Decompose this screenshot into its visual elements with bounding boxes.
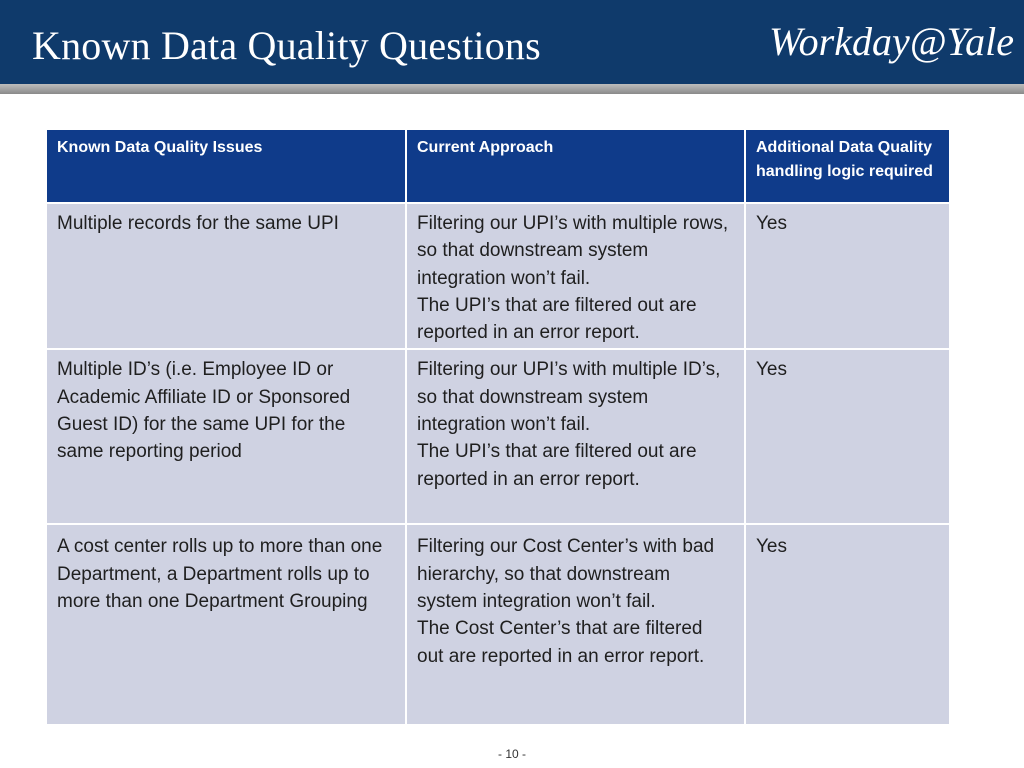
header-divider <box>0 84 1024 94</box>
approach-cell <box>406 203 745 349</box>
issue-cell: Multiple ID’s (i.e. Employee ID or Academic Affiliate ID or Sponsored Guest ID) for the same UPI for the same reporting period <box>46 349 406 524</box>
slide-header <box>0 0 1024 84</box>
data-quality-table <box>45 128 951 726</box>
approach-text: The UPI’s that are filtered out are reported in an error report. <box>417 294 697 344</box>
approach-text: The UPI’s that are filtered out are reported in an error report. <box>417 441 697 490</box>
approach-cell <box>406 524 745 725</box>
required-cell: Yes <box>745 524 950 725</box>
approach-text: The Cost Center’s that are filtered out are reported in an error report. <box>417 618 705 667</box>
table-row <box>46 203 950 349</box>
required-cell: Yes <box>745 349 950 524</box>
table-row <box>46 524 950 725</box>
required-cell: Yes <box>745 203 950 349</box>
column-header-issues: Known Data Quality Issues <box>46 129 406 203</box>
issue-cell: A cost center rolls up to more than one Department, a Department rolls up to more than one Department Grouping <box>46 524 406 725</box>
brand-logo-text: Workday@Yale <box>769 19 1014 64</box>
page-title: Known Data Quality Questions <box>32 23 541 68</box>
approach-text: Filtering our UPI’s with multiple rows, so that downstream system integration won’t fail. <box>417 213 729 289</box>
issue-cell: Multiple records for the same UPI <box>46 203 406 349</box>
approach-text: Filtering our UPI’s with multiple ID’s, so that downstream system integration won’t fail. <box>417 359 721 436</box>
table-header-row <box>46 129 950 203</box>
approach-text: Filtering our Cost Center’s with bad hierarchy, so that downstream system integration won’t fail. <box>417 536 715 613</box>
approach-cell <box>406 349 745 524</box>
table-row <box>46 349 950 524</box>
page-number: - 10 - <box>497 747 526 761</box>
column-header-additional-logic: Additional Data Quality handling logic required <box>745 129 950 203</box>
column-header-approach: Current Approach <box>406 129 745 203</box>
